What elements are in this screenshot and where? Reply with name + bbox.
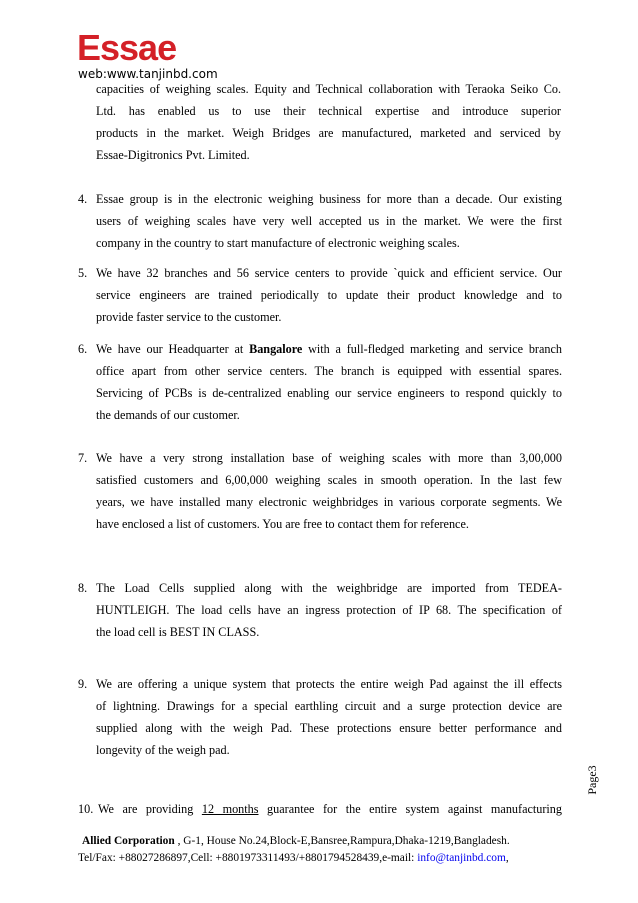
item-number: 4.	[78, 192, 88, 206]
essae-logo: Essae	[77, 27, 177, 68]
text-line: We are providing 12 months guarantee for the entire system against manufacturing	[98, 802, 562, 816]
footer	[78, 834, 558, 866]
text-line: The Load Cells supplied along with the weighbridge are imported from TEDEA-	[96, 581, 562, 595]
item-number: 5.	[78, 266, 88, 280]
text-line: users of weighing scales have very well accepted us in the market. We were the first	[96, 214, 562, 228]
website-text: web:www.tanjinbd.com	[78, 67, 218, 81]
text-line: Essae-Digitronics Pvt. Limited.	[96, 148, 250, 162]
footer-address-line: Allied Corporation , G-1, House No.24,Block-E,Bansree,Rampura,Dhaka-1219,Bangladesh.	[82, 835, 510, 847]
text-line: Ltd. has enabled us to use their technical expertise and introduce superior	[96, 104, 561, 118]
continuation-paragraph	[96, 78, 561, 166]
text-line: the load cell is BEST IN CLASS.	[96, 625, 260, 639]
footer-contact-line: Tel/Fax: +88027286897,Cell: +8801973311493/+8801794528439,e-mail: info@tanjinbd.com,	[78, 852, 509, 864]
company-name: Allied Corporation	[82, 835, 175, 847]
text-line: provide faster service to the customer.	[96, 310, 282, 324]
text-line: office apart from other service centers. The branch is equipped with essential spares.	[96, 364, 562, 378]
text-line: of lightning. Drawings for a special earthling circuit and a surge protection device are	[96, 699, 562, 713]
text-line: Essae group is in the electronic weighing business for more than a decade. Our existing	[96, 192, 562, 206]
item-number: 10.	[78, 802, 94, 816]
text-line: company in the country to start manufacture of electronic weighing scales.	[96, 236, 460, 250]
bangalore-bold: Bangalore	[249, 342, 303, 356]
text-line: We have a very strong installation base of weighing scales with more than 3,00,000	[96, 451, 562, 465]
item-number: 7.	[78, 451, 88, 465]
item-number: 8.	[78, 581, 88, 595]
text-line: capacities of weighing scales. Equity and Technical collaboration with Teraoka Seiko Co.	[96, 82, 561, 96]
text-line: years, we have installed many electronic weighbridges in various corporate segments. We	[96, 495, 562, 509]
text-line: supplied along with the weigh Pad. These protections ensure better performance and	[96, 721, 562, 735]
text-line: We have our Headquarter at Bangalore with a full-fledged marketing and service branch	[96, 342, 563, 356]
text-line: HUNTLEIGH. The load cells have an ingress protection of IP 68. The specification of	[96, 603, 562, 617]
text-line: We are offering a unique system that protects the entire weigh Pad against the ill effects	[96, 677, 562, 691]
text-line: satisfied customers and 6,00,000 weighing scales in smooth operation. In the last few	[96, 473, 562, 487]
item-number: 6.	[78, 342, 88, 356]
email-link[interactable]: info@tanjinbd.com	[417, 852, 506, 864]
text-line: service engineers are trained periodically to update their product knowledge and to	[96, 288, 562, 302]
text-line: We have 32 branches and 56 service centers to provide `quick and efficient service. Our	[96, 266, 562, 280]
text-line: the demands of our customer.	[96, 408, 240, 422]
item-number: 9.	[78, 677, 88, 691]
page-number-label: Page3	[585, 765, 599, 795]
text-line: have enclosed a list of customers. You are free to contact them for reference.	[96, 517, 469, 531]
text-line: products in the market. Weigh Bridges are manufactured, marketed and serviced by	[96, 126, 561, 140]
twelve-months-underlined: 12 months	[201, 802, 259, 816]
text-line: Servicing of PCBs is de-centralized enabling our service engineers to respond quickly to	[96, 386, 562, 400]
text-line: longevity of the weigh pad.	[96, 743, 230, 757]
